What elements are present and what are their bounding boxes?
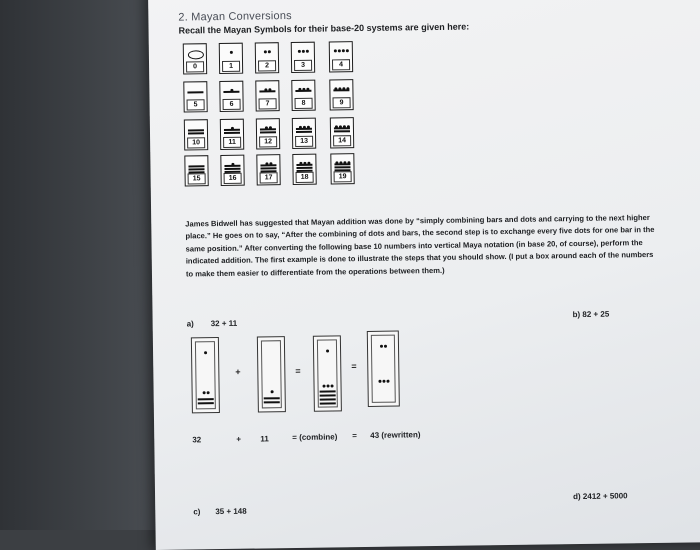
mayan-glyph [295,121,313,137]
mayan-number-label: 3 [294,60,312,71]
mayan-number-label: 16 [224,173,242,184]
mayan-cell-12 [256,118,280,149]
shell-icon [188,50,204,59]
bar-stroke [224,168,240,170]
mayan-cell-11 [220,119,244,150]
bar-stroke [188,132,204,134]
problem-c-label: c) [193,507,201,517]
bar-stroke [334,166,350,168]
problem-d: d) 2412 + 5000 [573,491,628,502]
background-dark-left [0,0,160,530]
bar-stroke [334,127,350,129]
bar-stroke [295,90,311,92]
mayan-cell-3 [291,42,315,73]
mayan-glyph [223,158,241,174]
mayan-glyph [332,82,350,98]
mayan-cell-18 [292,154,316,185]
bar-stroke [260,128,276,130]
mayan-glyph [223,122,241,138]
bar-stroke [188,129,204,131]
worksheet-page [148,0,700,550]
plus-sign: + [235,366,241,377]
mayan-glyph [332,44,350,60]
equals-sign-2: = [351,361,357,372]
dot-row [258,46,276,53]
mayan-number-label: 9 [333,97,351,108]
mayan-number-label: 17 [260,172,278,183]
mayan-number-label: 12 [259,136,277,147]
box-32 [191,337,220,413]
bar-stroke [188,168,204,170]
dot-row [222,47,240,54]
mayan-number-label: 5 [187,99,205,110]
mayan-cell-1 [219,43,243,74]
mayan-cell-9 [329,79,353,110]
mayan-glyph [333,156,351,172]
page-title: 2. Mayan Conversions [178,9,292,24]
mayan-number-label: 1 [222,61,240,72]
mayan-glyph [294,45,312,61]
mayan-glyph [259,121,277,137]
mayan-glyph [186,46,204,62]
mayan-cell-14 [330,117,354,148]
bottom-equals: = [352,431,357,441]
problem-b: b) 82 + 25 [572,309,610,320]
bar-stroke [260,167,276,169]
mayan-glyph [222,84,240,100]
mayan-number-label: 6 [223,99,241,110]
bar-stroke [260,164,276,166]
mayan-number-label: 11 [223,137,241,148]
mayan-cell-10 [184,119,208,150]
box-43 [367,331,400,407]
mayan-number-label: 10 [187,137,205,148]
box-combined [313,335,342,411]
mayan-cell-2 [255,42,279,73]
mayan-cell-6 [219,81,243,112]
bar-stroke [187,91,203,93]
mayan-glyph [222,46,240,62]
bottom-plus: + [236,434,242,444]
bottom-43: 43 (rewritten) [370,430,421,440]
mayan-glyph [333,120,351,136]
problem-a-label: a) [186,319,194,329]
mayan-number-label: 14 [333,135,351,146]
mayan-glyph [259,157,277,173]
mayan-cell-19 [330,153,354,184]
mayan-cell-13 [292,118,316,149]
mayan-cell-7 [255,80,279,111]
mayan-glyph [258,83,276,99]
bottom-32: 32 [192,435,202,445]
mayan-cell-15 [184,155,208,186]
mayan-number-label: 7 [259,98,277,109]
bar-stroke [296,164,312,166]
equals-sign-1: = [295,365,301,376]
mayan-number-label: 0 [186,61,204,72]
mayan-glyph [295,157,313,173]
bar-stroke [334,163,350,165]
problem-a-expression: 32 + 11 [210,318,238,329]
bar-stroke [224,132,240,134]
bar-stroke [333,89,349,91]
bar-stroke [260,131,276,133]
bar-stroke [224,129,240,131]
bar-stroke [334,130,350,132]
mayan-cell-4 [329,41,353,72]
mayan-glyph [186,84,204,100]
dot-row [294,46,312,53]
bar-stroke [296,131,312,133]
mayan-number-label: 2 [258,60,276,71]
box-11 [257,336,286,412]
mayan-number-label: 8 [295,98,313,109]
mayan-glyph [258,45,276,61]
mayan-number-label: 4 [332,59,350,70]
mayan-cell-17 [256,154,280,185]
bar-stroke [259,90,275,92]
mayan-cell-16 [220,155,244,186]
mayan-number-label: 18 [296,172,314,183]
mayan-cell-8 [291,80,315,111]
problem-c-expression: 35 + 148 [215,506,247,517]
bottom-combine: = (combine) [292,432,338,443]
mayan-glyph [294,83,312,99]
mayan-number-label: 13 [295,136,313,147]
bar-stroke [296,167,312,169]
mayan-glyph [187,122,205,138]
bar-stroke [223,91,239,93]
mayan-glyph [187,158,205,174]
dot-row [332,45,350,52]
bar-stroke [188,165,204,167]
bottom-11: 11 [260,434,269,444]
mayan-cell-0 [183,43,207,74]
instructions-paragraph: James Bidwell has suggested that Mayan addition was done by “simply combining bars and dots and carrying to the next higher place.” He goes on to say, “After the combining of dots and bars, the second step is to exchange every five dots for one bar in the same position.” After converting the following base 10 numbers into vertical Maya notation (in base 20, of course), perform the indicated addition. The first example is done to illustrate the steps that you should show. (I put a box around each of the numbers to make them easier to differentiate from the operations between them.) [185,213,655,279]
mayan-number-label: 19 [334,171,352,182]
page-subtitle: Recall the Mayan Symbols for their base-20 systems are given here: [178,21,470,36]
bar-stroke [224,165,240,167]
mayan-cell-5 [183,81,207,112]
mayan-number-label: 15 [188,173,206,184]
bar-stroke [296,128,312,130]
